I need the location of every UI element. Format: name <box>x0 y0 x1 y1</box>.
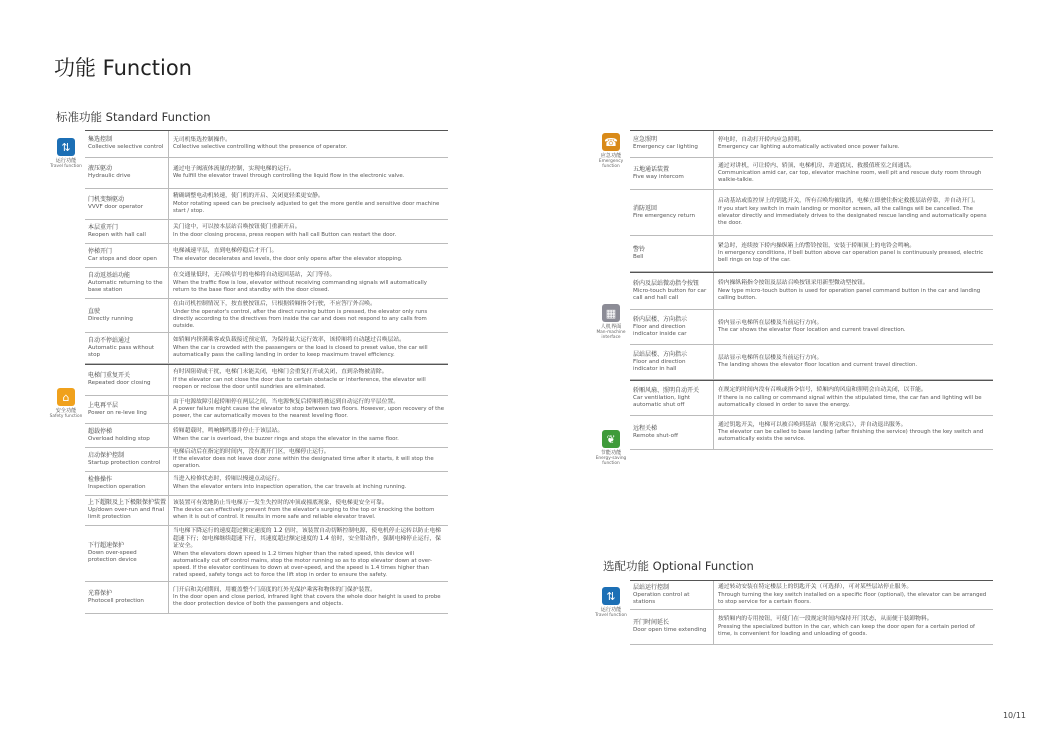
function-desc <box>713 190 993 235</box>
function-name <box>630 314 713 340</box>
leaf-icon: ❦ <box>602 430 620 448</box>
function-desc-zh: 在规定的时间内没有召唤或指令信号，轿厢内的风扇和照明会自动关闭，以节能。 <box>718 387 927 394</box>
function-name-en: Automatic pass without stop <box>88 344 155 358</box>
function-desc <box>713 345 993 379</box>
function-desc-en: When the elevator enters into inspection operation, the car travels at inching running. <box>173 483 407 490</box>
function-name-zh: 电梯门重复开关 <box>88 372 131 380</box>
function-desc <box>713 273 993 309</box>
function-desc <box>168 582 448 613</box>
function-name <box>630 278 713 304</box>
function-name-zh: 上电再平层 <box>88 401 119 409</box>
function-row <box>85 130 448 158</box>
function-name-zh: 超载停梯 <box>88 427 113 435</box>
function-row <box>85 448 448 472</box>
function-desc <box>713 158 993 189</box>
function-name-en: Automatic returning to the base station <box>88 279 163 293</box>
function-name <box>85 134 168 153</box>
function-desc-en: The device can effectively prevent from the elevator's surging to the top or knocking the bottom when it is out of control. It results in more safe and reliable elevator travel. <box>173 507 435 521</box>
function-name <box>630 244 713 263</box>
standard-function-table-right <box>630 130 993 450</box>
function-name-en: Directly running <box>88 315 133 322</box>
function-name <box>630 423 713 442</box>
function-name <box>630 385 713 411</box>
function-name-zh: 远程关梯 <box>633 424 658 432</box>
standard-function-table-left <box>85 130 448 614</box>
function-name-en: Overload holding stop <box>88 435 150 442</box>
safety-home-icon: ⌂ <box>57 388 75 406</box>
function-desc <box>713 381 993 415</box>
group-label: 运行功能 <box>55 158 77 164</box>
function-name-en: Power on re-leve ling <box>88 409 147 416</box>
function-desc-en: Pressing the specialized button in the car, which can keep the door open for a certain period of time, is convenient for loading and unloading of goods. <box>718 623 975 637</box>
function-name-zh: 层站层楼、方向指示 <box>633 350 688 358</box>
function-name-en: Inspection operation <box>88 483 146 490</box>
function-name-en: Car stops and door open <box>88 255 157 262</box>
function-desc-en: Collective selective controlling without the presence of operator. <box>173 144 348 151</box>
function-desc-en: Under the operator's control, after the direct running button is pressed, the elevator only runs directly according to the directives from inside the car and does not respond to any calls from outside. <box>173 308 428 329</box>
function-desc <box>168 472 448 495</box>
function-row <box>85 268 448 299</box>
function-desc <box>168 333 448 363</box>
group-label: 人机界面 <box>600 324 622 330</box>
safety-function-group <box>49 388 83 419</box>
group-label: 运行功能 <box>600 607 622 613</box>
function-row <box>85 472 448 496</box>
function-desc-zh: 关门途中，可以按本层站召唤按钮使门重新开启。 <box>173 224 301 231</box>
group-label-en: Safety function <box>49 414 83 420</box>
function-name-zh: 门机变频驱动 <box>88 196 125 204</box>
function-row <box>630 272 993 310</box>
function-name-zh: 五地通话装置 <box>633 165 670 173</box>
function-name <box>85 450 168 469</box>
function-name-en: Car ventilation, light automatic shut off <box>633 394 691 408</box>
function-desc-zh: 轿内显示电梯所在层楼及当前运行方向。 <box>718 319 823 326</box>
function-name-zh: 液压驱动 <box>88 165 113 173</box>
function-name <box>85 306 168 325</box>
function-name <box>630 349 713 375</box>
function-name-zh: 集选控制 <box>88 136 113 144</box>
function-desc-zh: 有时因阻碍或干扰，电梯门未能关闭，电梯门会重复打开或关闭，直到杂物被清除。 <box>173 369 388 376</box>
function-name <box>85 588 168 607</box>
function-name <box>85 400 168 419</box>
function-desc <box>168 365 448 395</box>
standard-section-title: 标准功能 Standard Function <box>56 110 211 124</box>
function-name-zh: 启动保护控制 <box>88 451 125 459</box>
group-label-en: Travel function <box>50 164 82 170</box>
function-name <box>85 497 168 523</box>
function-row <box>85 364 448 396</box>
function-name <box>630 203 713 222</box>
function-name-en: VVVF door operator <box>88 204 144 211</box>
function-desc-zh: 精确调整电动机转速，使门机的开启、关闭更轻柔更安静。 <box>173 193 324 200</box>
function-name-zh: 检修操作 <box>88 475 113 483</box>
function-desc-en: When the traffic flow is low, elevator without receiving commanding signals will automatically return to the base floor and standby with the door closed. <box>173 279 427 293</box>
function-row <box>630 236 993 272</box>
function-row <box>630 130 993 158</box>
function-desc-zh: 门开启和关闭期间，用覆盖整个门高度的红外光保护乘客和物体的门保护装置。 <box>173 586 376 593</box>
function-desc-zh: 如轿厢内挤满乘客或负载接近预定值，为保持最大运行效率，该轿厢将自动越过召唤层站。 <box>173 337 405 344</box>
group-label-en: Man-machine interface <box>596 330 626 341</box>
function-name-en: Repeated door closing <box>88 380 151 387</box>
function-desc <box>168 220 448 243</box>
function-row <box>630 190 993 236</box>
function-name-zh: 自动不停站通过 <box>88 336 131 344</box>
function-name-zh: 光幕保护 <box>88 589 113 597</box>
function-desc-zh: 无司机集选控制操作。 <box>173 136 231 143</box>
function-desc-zh: 通过转动安装在特定楼层上的钥匙开关（可选择），可对某些层站停止服务。 <box>718 584 913 591</box>
function-name-en: Down over-speed protection device <box>88 550 137 564</box>
function-name-zh: 停梯开门 <box>88 247 113 255</box>
function-name-zh: 开门时间延长 <box>633 619 670 627</box>
page-title: 功能 Function <box>54 56 192 80</box>
function-row <box>630 610 993 645</box>
function-name-en: Emergency car lighting <box>633 144 698 151</box>
function-desc-en: If the elevator does not leave door zone within the designated time after it starts, it will stop the operation. <box>173 456 434 470</box>
function-desc-zh: 层站显示电梯所在层楼及当前运行方向。 <box>718 354 823 361</box>
function-name-en: Operation control at stations <box>633 591 690 605</box>
function-name <box>85 370 168 389</box>
function-name-en: Micro-touch button for car call and hall call <box>633 287 707 301</box>
function-row <box>85 299 448 333</box>
function-name <box>85 426 168 445</box>
function-desc <box>713 416 993 449</box>
function-desc-zh: 电梯减速平层，直到电梯停稳后才开门。 <box>173 248 278 255</box>
function-name-en: Fire emergency return <box>633 212 696 219</box>
function-desc <box>168 131 448 157</box>
function-name <box>85 540 168 566</box>
function-row <box>630 580 993 610</box>
function-name-en: Collective selective control <box>88 144 164 151</box>
function-desc-en: Motor rotating speed can be precisely adjusted to get the more gentle and sensitive door machine start / stop. <box>173 200 440 214</box>
function-row <box>85 582 448 614</box>
function-name-en: Door open time extending <box>633 627 707 634</box>
function-desc-en: We fulfill the elevator travel through controlling the liquid flow in the electronic valve. <box>173 173 405 180</box>
function-name-zh: 上下超限及上下极限保护装置 <box>88 499 167 507</box>
function-name-zh: 警铃 <box>633 245 646 253</box>
function-desc-en: A power failure might cause the elevator to stop between two floors. However, upon recovery of the power, the car automatically moves to the nearest leveling floor. <box>173 406 445 420</box>
function-desc-zh: 由于电源故障引起轿厢停在两层之间，当电源恢复后轿厢将被运到自动运行的平层位置。 <box>173 398 400 405</box>
function-desc-en: When the car is crowded with the passengers or the load is closed to preset value, the car will automatically pass the calling landing in order to keep maximum travel efficiency. <box>173 344 428 358</box>
function-desc-zh: 轿内操纵箱指令按钮及层站召唤按钮采用新型微动型按钮。 <box>718 280 869 287</box>
function-desc-zh: 通过对讲机，可让轿内、轿顶、电梯机房、井道底坑、救援值班室之间通话。 <box>718 162 916 169</box>
function-desc-zh: 紧急时，连续按下轿内操纵箱上的警铃按钮，安装于轿厢顶上的电铃会鸣响。 <box>718 242 916 249</box>
function-desc-zh: 当进入检修状态时，轿厢以慢速点动运行。 <box>173 476 284 483</box>
optional-section-title: 选配功能 Optional Function <box>603 559 754 573</box>
function-desc-en: When the car is overload, the buzzer rings and stops the elevator in the same floor. <box>173 435 399 442</box>
function-name <box>85 474 168 493</box>
function-row <box>85 244 448 268</box>
function-name-en: Five way intercom <box>633 173 684 180</box>
function-desc-zh: 按轿厢内的专用按钮，可使门在一段规定时间内保持开门状态，从而便于装卸物料。 <box>718 616 933 623</box>
function-desc-en: If there is no calling or command signal within the stipulated time, the car fan and lighting will be automatically closed in order to save the energy. <box>718 394 982 408</box>
function-desc <box>713 131 993 157</box>
function-desc-zh: 轿厢超载时，鸣响蜂鸣器并停止于该层站。 <box>173 428 284 435</box>
function-desc-en: In the door closing process, press reopen with hall call Button can restart the door. <box>173 231 397 238</box>
function-desc <box>168 299 448 332</box>
group-label: 节能功能 <box>600 450 622 456</box>
function-row <box>85 526 448 582</box>
function-desc-zh: 在由司机控制情况下，按直驶按钮后，只根据轿厢指令行驶，不应答厅外召唤。 <box>173 301 376 308</box>
function-desc <box>168 244 448 267</box>
function-desc-en: When the elevators down speed is 1.2 times higher than the rated speed, this device will automatically cut off control mains, stop the motor running so as to stop elevator down at over-speed. If the elevator continues to down at over-speed, and the speed is 1.4 times higher than rated speed, safety tongs act to force the lift stop in order to ensure the safety. <box>173 550 432 578</box>
function-desc <box>168 268 448 298</box>
function-row <box>85 220 448 244</box>
function-desc-en: If the elevator can not close the door due to certain obstacle or interference, the elevator will reopen or reclose the door until sundries are eliminated. <box>173 376 426 390</box>
function-name-en: Reopen with hall call <box>88 231 146 238</box>
function-name-en: Bell <box>633 253 644 260</box>
function-desc <box>713 236 993 271</box>
function-name-en: Floor and direction indicator in hall <box>633 358 686 372</box>
interface-icon: ▦ <box>602 304 620 322</box>
travel-icon: ⇅ <box>57 138 75 156</box>
group-label-en: Travel function <box>595 613 627 619</box>
function-name-en: Remote shut-off <box>633 432 678 439</box>
travel-function-group <box>49 138 83 169</box>
function-name <box>630 582 713 608</box>
function-name <box>630 164 713 183</box>
function-name <box>630 617 713 636</box>
function-row <box>630 416 993 450</box>
function-desc <box>168 158 448 188</box>
function-desc-en: The car shows the elevator floor location and current travel direction. <box>718 327 906 334</box>
function-row <box>85 333 448 364</box>
group-label-en: Energy-saving function <box>595 456 627 467</box>
function-desc-zh: 当电梯下降运行的速度超过额定速度的 1.2 倍时，该装置自动切断控制电源，使电机停止运转以防止电梯超速下行；如电梯继续超速下行，其速度超过额定速度的 1.4 倍时，安全钳动作，强制电梯停止运行，保证安全。 <box>173 528 441 550</box>
function-name <box>85 270 168 296</box>
function-name-zh: 消防返回 <box>633 204 658 212</box>
emergency-icon: ☎ <box>602 133 620 151</box>
function-desc-en: Emergency car lighting automatically activated once power failure. <box>718 144 900 151</box>
function-row <box>630 345 993 380</box>
function-name-zh: 轿内及层站微动指令按钮 <box>633 279 700 287</box>
function-desc-en: Communication amid car, car top, elevator machine room, well pit and rescue duty room through walkie-talkie. <box>718 170 982 184</box>
function-name <box>85 246 168 265</box>
group-label-en: Emergency function <box>598 159 624 170</box>
function-name <box>630 134 713 153</box>
function-name-zh: 轿内层楼、方向指示 <box>633 315 688 323</box>
function-name-zh: 应急照明 <box>633 136 658 144</box>
energy-function-group <box>594 430 628 467</box>
function-desc-en: Through turning the key switch installed on a specific floor (optional), the elevator can be arranged to stop service for a certain floors. <box>718 591 987 605</box>
function-desc-zh: 停电时，自动打开轿内应急照明。 <box>718 136 805 143</box>
function-name-zh: 下行超速保护 <box>88 542 125 550</box>
function-name-en: Hydraulic drive <box>88 173 131 180</box>
function-name-zh: 自动返基站功能 <box>88 271 131 279</box>
function-row <box>85 496 448 526</box>
function-row <box>85 396 448 424</box>
function-name-zh: 层站运行控制 <box>633 583 670 591</box>
function-desc-en: The elevator can be called to base landing (after finishing the service) through the key switch and automatically exists the service. <box>718 429 984 443</box>
function-desc <box>713 610 993 644</box>
function-name <box>85 163 168 182</box>
function-desc-en: In the door open and close period, infrared light that covers the whole door height is used to probe the door protection device of both the passengers and objects. <box>173 594 441 608</box>
function-desc <box>168 448 448 471</box>
optional-travel-group <box>594 587 628 618</box>
function-desc <box>713 581 993 609</box>
function-row <box>630 158 993 190</box>
function-desc-en: In emergency conditions, if bell button above car operation panel is continuously pressed, electric bell rings on top of the car. <box>718 250 984 264</box>
page-number: 10/11 <box>1002 711 1026 720</box>
function-row <box>85 158 448 189</box>
function-desc-en: If you start key switch in main landing or monitor screen, all the callings will be cancelled. The elevator directly and immediately drives to the designated rescue landing and automatically opens the door. <box>718 205 987 226</box>
function-desc <box>168 526 448 581</box>
function-desc-en: New type micro-touch button is used for operation panel command button in the car and landing calling button. <box>718 287 981 301</box>
function-desc-en: The landing shows the elevator floor location and current travel direction. <box>718 362 918 369</box>
function-desc-zh: 启动基站或监控屏上的钥匙开关，所有召唤均被取消，电梯立即驶往指定救援层站停靠，并自动开门。 <box>718 198 979 205</box>
function-desc <box>168 396 448 423</box>
emergency-function-group <box>594 133 628 170</box>
function-desc-zh: 通过钥匙开关，电梯可以被召唤到基站（服务完成后），并自动退出服务。 <box>718 421 907 428</box>
function-name-en: Up/down over-run and final limit protection <box>88 507 165 521</box>
group-label: 安全功能 <box>55 408 77 414</box>
function-row <box>85 424 448 448</box>
function-name <box>85 222 168 241</box>
function-name-en: Floor and direction indicator inside car <box>633 323 687 337</box>
function-desc-zh: 在交通量低时，无召唤信号的电梯将自动返回基站，关门等待。 <box>173 272 336 279</box>
function-row <box>85 189 448 220</box>
function-row <box>630 310 993 345</box>
function-name <box>85 194 168 213</box>
function-desc-zh: 电梯启动后在指定的时间内，没有离开门区，电梯停止运行。 <box>173 448 330 455</box>
function-row <box>630 380 993 416</box>
function-desc-zh: 该装置可有效地防止当电梯万一发生失控时的冲顶或撞底现象，使电梯更安全可靠。 <box>173 499 388 506</box>
function-desc-en: The elevator decelerates and levels, the door only opens after the elevator stopping. <box>173 255 403 262</box>
travel-icon: ⇅ <box>602 587 620 605</box>
function-name-en: Startup protection control <box>88 459 161 466</box>
optional-function-table <box>630 580 993 645</box>
function-desc <box>168 496 448 525</box>
function-desc <box>168 189 448 219</box>
function-desc <box>168 424 448 447</box>
mmi-group <box>594 304 628 341</box>
function-desc-zh: 通过电子阀液体流量的控制，实现电梯的运行。 <box>173 165 295 172</box>
function-desc <box>713 310 993 344</box>
function-name <box>85 335 168 361</box>
group-label: 应急功能 <box>600 153 622 159</box>
function-name-zh: 本层重开门 <box>88 223 119 231</box>
function-name-en: Photocell protection <box>88 597 144 604</box>
function-name-zh: 直驶 <box>88 307 101 315</box>
function-name-zh: 轿厢风扇、照明自动开关 <box>633 386 700 394</box>
